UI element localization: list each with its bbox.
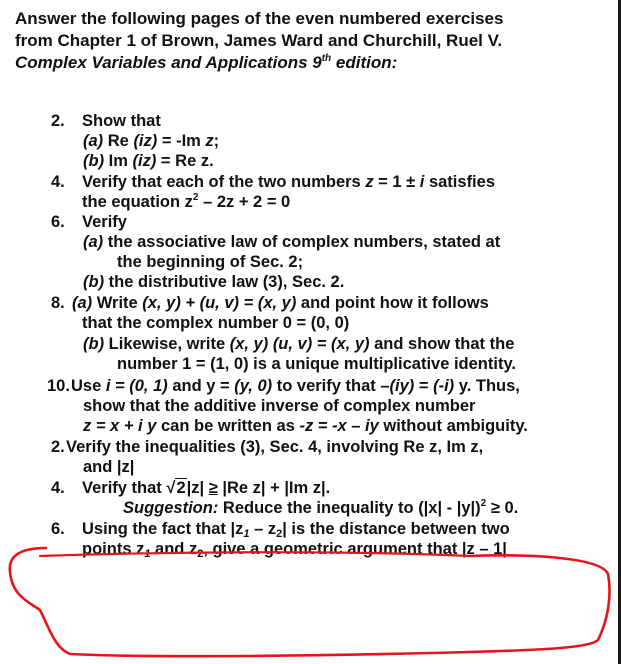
ex2-b-text-1: Im bbox=[104, 152, 133, 170]
ex2-a-z: z bbox=[205, 132, 214, 150]
suggestion-label: Suggestion: bbox=[123, 499, 219, 517]
ex6-b-label: (b) bbox=[83, 273, 105, 291]
ex2-number: 2. bbox=[51, 112, 65, 130]
sqrt-symbol: √ bbox=[166, 479, 176, 497]
ex6-number: 6. bbox=[51, 213, 65, 231]
ex10-text-3: to verify that – bbox=[272, 377, 390, 395]
ex6-a-line1: the associative law of complex numbers, stated at bbox=[103, 233, 501, 251]
ex10-expr-4: (-i) bbox=[433, 377, 455, 395]
ex10-expr-2: (y, 0) bbox=[234, 377, 273, 395]
ex10-text-5: y. Thus, bbox=[454, 377, 520, 395]
ex8-a-text-2: and point how it follows bbox=[296, 294, 489, 312]
ex2-b-label: (b) bbox=[83, 152, 105, 170]
ex4-text-1: Verify that each of the two numbers bbox=[82, 173, 366, 191]
ex2-a-label: (a) bbox=[83, 132, 104, 150]
ex2-a-text-1: Re bbox=[103, 132, 134, 150]
ex4-text-2: = 1 ± bbox=[373, 173, 420, 191]
ex8-part-b-line-2: number 1 = (1, 0) is a unique multiplicative identity. bbox=[117, 355, 516, 373]
ex10-line3-e: without ambiguity. bbox=[378, 417, 528, 435]
ex8-b-text-2: and show that the bbox=[369, 335, 515, 353]
suggestion-text: Reduce the inequality to (|x| - |y|) bbox=[218, 499, 481, 517]
sec4-ex2-line2-a: and bbox=[83, 458, 117, 476]
ex6-stem: Verify bbox=[82, 213, 127, 231]
ex8-b-expr: (x, y) (u, v) = (x, y) bbox=[229, 335, 370, 353]
sec4-ex6-l1-sub2: 2 bbox=[276, 528, 283, 540]
ex10-line3-b: i y bbox=[138, 417, 157, 435]
sec4-ex6-l1-a: Using the fact that |z bbox=[82, 520, 244, 538]
sec4-ex6-l1-c: | is the distance between two bbox=[282, 520, 510, 538]
ex2-b-text-2: = Re z. bbox=[156, 152, 214, 170]
sec4-ex6-l1-sub1: 1 bbox=[243, 528, 250, 540]
ex2-b-iz: (iz) bbox=[132, 152, 157, 170]
sec4-ex2-abs-z: |z| bbox=[116, 458, 135, 476]
sec4-ex6-l2-b: and z bbox=[150, 540, 198, 558]
sec4-ex6-l2-sub2: 2 bbox=[197, 548, 204, 560]
ex8-a-label: (a) bbox=[72, 294, 93, 312]
ex4-line2-b: – 2z + 2 = 0 bbox=[198, 193, 291, 211]
ex6-a-label: (a) bbox=[83, 233, 104, 251]
book-title-sup: th bbox=[321, 53, 332, 64]
sec4-ex4-text-2: |z| bbox=[186, 479, 209, 497]
ex8-b-label: (b) bbox=[83, 335, 105, 353]
ex4-line2-sup: 2 bbox=[192, 192, 199, 203]
ex10-text-2: and y = bbox=[167, 377, 235, 395]
ex4-line2-a: the equation z bbox=[82, 193, 193, 211]
ex6-b-text: the distributive law (3), Sec. 2. bbox=[104, 273, 345, 291]
ex10-expr-1: i = (0, 1) bbox=[105, 377, 168, 395]
intro-line-1: Answer the following pages of the even numbered exercises bbox=[15, 9, 504, 28]
ex10-number: 10. bbox=[47, 377, 70, 395]
ex6-part-a-line-2: the beginning of Sec. 2; bbox=[117, 253, 304, 271]
ex10-text-4: = bbox=[414, 377, 434, 395]
sec4-ex6-l2-a: points z bbox=[82, 540, 145, 558]
book-title-suffix: edition: bbox=[331, 53, 398, 72]
intro-line-2: from Chapter 1 of Brown, James Ward and Churchill, Ruel V. bbox=[15, 31, 503, 50]
sec4-ex4-text-3: |Re z| + |Im z|. bbox=[217, 479, 331, 497]
ex10-line3-a: z = x + bbox=[83, 417, 139, 435]
ex4-number: 4. bbox=[51, 173, 65, 191]
ex8-a-text-1: Write bbox=[92, 294, 143, 312]
sec4-ex2-number: 2. bbox=[51, 438, 65, 456]
sec4-ex4-number: 4. bbox=[51, 479, 65, 497]
sec4-ex6-l1-b: – z bbox=[249, 520, 277, 538]
ex4-text-3: satisfies bbox=[424, 173, 495, 191]
ex10-line-2: show that the additive inverse of complex number bbox=[83, 397, 476, 415]
ex8-part-a-line-2: that the complex number 0 = (0, 0) bbox=[82, 314, 350, 332]
sec4-ex2-line-1: Verify the inequalities (3), Sec. 4, involving Re z, Im z, bbox=[66, 438, 484, 456]
ex8-b-text-1: Likewise, write bbox=[104, 335, 230, 353]
ex2-a-iz: (iz) bbox=[133, 132, 158, 150]
ex8-a-expr: (x, y) + (u, v) = (x, y) bbox=[142, 294, 297, 312]
ex2-stem: Show that bbox=[82, 112, 161, 130]
ex4-z: z bbox=[365, 173, 374, 191]
book-title-text: Complex Variables and Applications 9 bbox=[15, 53, 322, 72]
sec4-ex6-number: 6. bbox=[51, 520, 65, 538]
ex2-a-end: ; bbox=[213, 132, 220, 150]
ex10-line3-d: -z = -x – iy bbox=[299, 417, 379, 435]
sqrt-argument: 2 bbox=[176, 479, 186, 497]
suggestion-sup: 2 bbox=[480, 498, 487, 509]
sec4-ex6-l2-c: , give a geometric argument that |z – 1| bbox=[203, 540, 507, 558]
ex10-expr-3: (iy) bbox=[389, 377, 415, 395]
sec4-ex6-l2-sub1: 1 bbox=[144, 548, 151, 560]
sec4-ex4-text-1: Verify that bbox=[82, 479, 167, 497]
geq-symbol: ≥ bbox=[208, 479, 218, 497]
suggestion-end: ≥ 0. bbox=[486, 499, 519, 517]
ex2-a-text-2: = -Im bbox=[157, 132, 206, 150]
ex10-line3-c: can be written as bbox=[156, 417, 300, 435]
ex4-i: i bbox=[419, 173, 425, 191]
ex8-number: 8. bbox=[51, 294, 65, 312]
ex10-text-1: Use bbox=[71, 377, 106, 395]
